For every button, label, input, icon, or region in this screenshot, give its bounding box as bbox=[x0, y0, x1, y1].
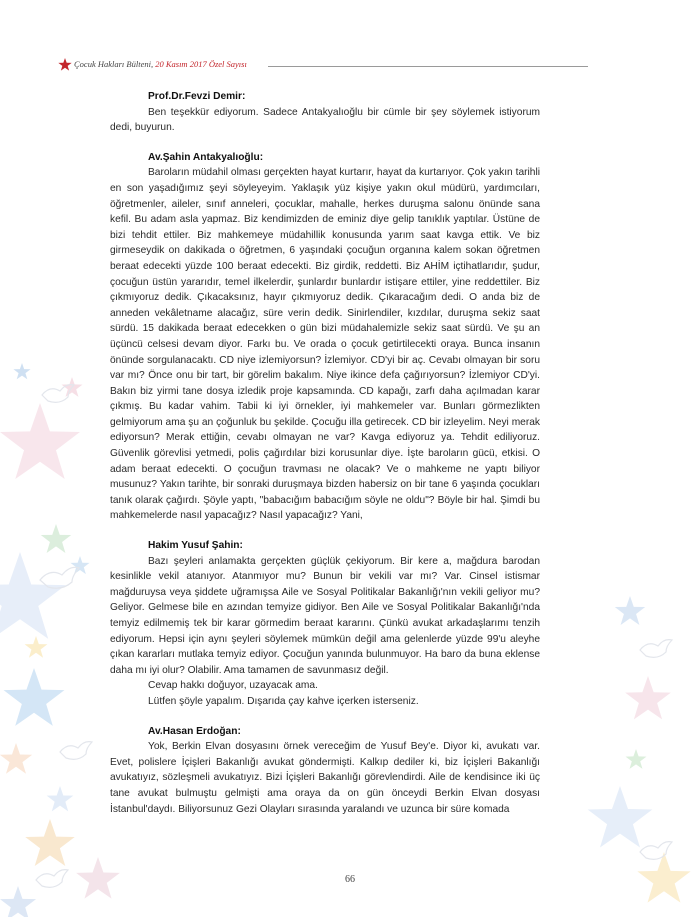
speech-paragraph: Lütfen şöyle yapalım. Dışarıda çay kahve içerken isterseniz. bbox=[148, 695, 419, 707]
issue-date: 20 Kasım 2017 Özel Sayısı bbox=[155, 59, 247, 69]
header-rule bbox=[268, 66, 588, 67]
speaker-name: Hakim Yusuf Şahin: bbox=[148, 540, 243, 552]
transcript-body bbox=[110, 89, 540, 817]
star-logo-icon bbox=[58, 58, 72, 72]
speaker-name: Prof.Dr.Fevzi Demir: bbox=[148, 91, 246, 102]
header-text bbox=[74, 59, 247, 69]
bulletin-title: Çocuk Hakları Bülteni, bbox=[74, 59, 154, 69]
speaker-name: Av.Şahin Antakyalıoğlu: bbox=[148, 151, 264, 163]
speech-paragraph: Yok, Berkin Elvan dosyasını örnek vereceğim de Yusuf Bey'e. Diyor ki, avukatı var. Evet, polislere İçişleri Bakanlığı avukat göndermişti. Kalkıp dediler ki, biz İçişleri Bakanlığı avukatıyız, sözleşmeli avukatıyız. Bizi İçişleri Bakanlığı görevlendirdi. Aile de kendisince iki üç tane avukat bulmuştu gelmişti ama oraya da on gün önceydi Berkin Elvan dosyası İstanbul'daydı. Biliyorsunuz Gezi Olayları sırasında yaralandı ve uzunca bir süre komada bbox=[110, 741, 540, 815]
page-number: 66 bbox=[345, 874, 355, 885]
speech-paragraph: Baroların müdahil olması gerçekten hayat kurtarır, hayat da kurtarıyor. Çok yakın tarihli en son yaşadığımız şeyi söyleyeyim. Yaklaşık yüz kişiye yakın okul müdürü, yardımcıları, öğretmenler, aileler, sınıf anneleri, çocuklar, mahalle, herkes duruşma salonu önünde sana kefil. Bu adam asla yapmaz. Biz kendimizden de eminiz diye gelip tanıklık yaptılar. Üstüne de bizi tehdit ettiler. Biz mahkemeye müdahillik konusunda yarım saat kavga ettik. Ve biz girmeseydik on dakikada o öğretmen, 6 yaşındaki çocuğun organına kalem sokan öğretmen beraat edecekti yüzde 100 beraat edecekti. Biz girdik, reddetti. Biz AHİM içtihatlarıdır, şudur, çocuğun üstün yararıdır, temel ilkelerdir, şunlardır bunlardır istişare ettiler, yine reddettiler. Biz çıkmıyoruz dedik. Çıkacaksınız, hayır çıkmıyoruz dedik. Çıkaracağım dedi. O anda biz de anneden vekâletname alacağız, süre verin dedik. Sinirlendiler, kızdılar, duruşma sekiz saat sürdü. 15 dakikada beraat edecekken o gün bizi müdahalemizle sekiz saat sürdü. Ve şu an üçüncü celsesi devam diyor. Farkı bu. Ve orada o çocuk getirtilecekti oraya. Bunca insanın önünde sorgulanacaktı. CD niye izlemiyorsun? İzlemiyor. CD'yi bir aç. Cevabı olmayan bir soru var mı? Önce onu bir tart, bir görelim bakalım. Niye ikince defa çağırıyorsun? İzlemiyor CD'yi. Bakın biz yirmi tane dosya izledik proje kapsamında. CD kapağı, zarfı daha açılmadan karar çıkmış. Bu kadar vahim. Tabii ki iyi örnekler, iyi mahkemeler var. Bunları görmezlikten gelmiyorum ama şu an çoğunluk bu şekilde. Çocuğu illa getirecek. CD bir izleyelim. Neyi merak ediyorsun? Merak ettiğin, cevabı olmayan ne var? Kavga ediyoruz ya. Tehdit ediliyoruz. Güvenlik görevlisi yetmedi, polis çağırdılar bizi korusunlar diye. İşte baroların gücü, etkisi. O adam beraat edecekti. O çocuğun travması ne olacak? Ve o mahkeme ne yaptı biliyor musunuz? Yakın tarihte, bir sonraki duruşmaya bizden habersiz on bir tane 6 yaşında çocukları tanık olarak çağırdı. Şöyle yaptı, "babacığım babacığım söyle ne oldu"? Böyle bir hal. Şimdi bu mahkemelerde nasıl yapacağız? Nasıl yapacağız? Yani, bbox=[110, 167, 540, 522]
running-header bbox=[58, 58, 588, 74]
speech-paragraph: Cevap hakkı doğuyor, uzayacak ama. bbox=[148, 680, 318, 692]
speech-paragraph: Ben teşekkür ediyorum. Sadece Antakyalıoğlu bir cümle bir şey söylemek istiyorum dedi, buyurun. bbox=[110, 106, 540, 134]
speech-paragraph: Bazı şeyleri anlamakta gerçekten güçlük çekiyorum. Bir kere a, mağdura barodan kesinlikle vekil atanıyor. Atanmıyor mu? Bunun bir vekili var mı? Var. Cinsel istismar mağduruysa veya şiddete uğramışsa Aile ve Sosyal Politikalar Bakanlığı'nın vekili geliyor mu? Geliyor. Gelmese bile en azından temyize gidiyor. Ben Aile ve Sosyal Politikalar Bakanlığı'nda temyiz edilmemiş tek bir karar görmedim beraat kararını. Çünkü avukat arkadaşlarımı tenzih ediyorum. Hepsi için aynı şeyleri söylemek mümkün değil ama gelenlerde yüzde 99'u aleyhe çıkan kararları mutlaka temyiz ediyor. Çocuğun yanında bulunmuyor. Ha baro da buna eklense daha mı iyi olur? Olabilir. Ama tamamen de savunmasız değil. bbox=[110, 555, 540, 676]
speaker-name: Av.Hasan Erdoğan: bbox=[148, 725, 241, 737]
